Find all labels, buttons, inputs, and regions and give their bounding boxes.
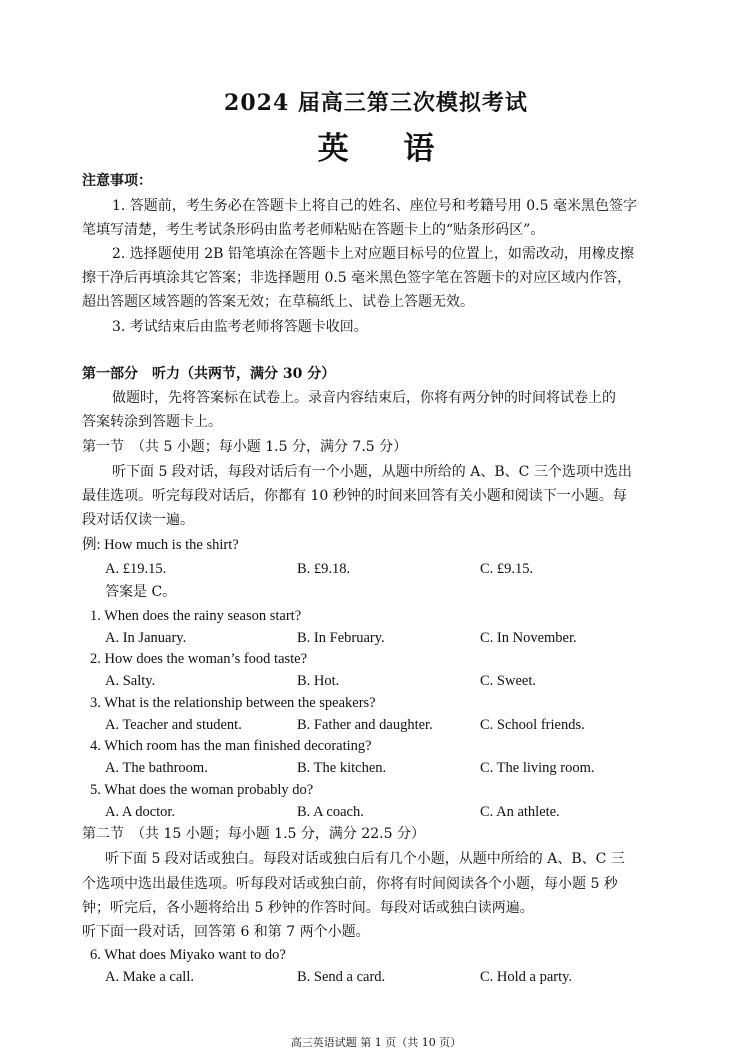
option-b: B. The kitchen.: [297, 760, 387, 776]
section2-intro: 听下面 5 段对话或独白。每段对话或独白后有几个小题，从题中所给的 A、B、C 三: [105, 851, 625, 867]
notice-heading: 注意事项：: [82, 173, 152, 189]
notice-line: 1. 答题前，考生务必在答题卡上将自己的姓名、座位号和考籍号用 0.5 毫米黑色签字: [112, 198, 637, 214]
option-c: C. The living room.: [480, 760, 595, 776]
section2-intro: 钟；听完后，各小题将给出 5 秒钟的作答时间。每段对话或独白读两遍。: [82, 900, 534, 916]
page-footer: 高三英语试题 第 1 页（共 10 页）: [290, 1036, 462, 1049]
part1-intro: 做题时，先将答案标在试卷上。录音内容结束后，你将有两分钟的时间将试卷上的: [112, 390, 616, 406]
notice-line: 笔填写清楚，考生考试条形码由监考老师粘贴在答题卡上的“贴条形码区”。: [82, 222, 545, 238]
section2-heading: 第二节 （共 15 小题；每小题 1.5 分，满分 22.5 分）: [82, 826, 425, 842]
question-text: 2. How does the woman’s food taste?: [90, 651, 308, 667]
section1-heading: 第一节 （共 5 小题；每小题 1.5 分，满分 7.5 分）: [82, 439, 408, 455]
example-option-a: A. £19.15.: [105, 561, 167, 577]
question-text: 3. What is the relationship between the speakers?: [90, 695, 376, 711]
example-answer: 答案是 C。: [105, 584, 177, 600]
question-text: 4. Which room has the man finished decorating?: [90, 738, 372, 754]
option-a: A. A doctor.: [105, 804, 176, 820]
exam-title: 2024 届高三第三次模拟考试: [224, 90, 528, 116]
option-c: C. Sweet.: [480, 673, 536, 689]
section2-intro: 个选项中选出最佳选项。听每段对话或独白前，你将有时间阅读各个小题，每小题 5 秒: [82, 876, 618, 892]
notice-line: 擦干净后再填涂其它答案；非选择题用 0.5 毫米黑色签字笔在答题卡的对应区域内作答，: [82, 270, 632, 286]
option-b: B. Hot.: [297, 673, 340, 689]
option-c: C. Hold a party.: [480, 969, 573, 985]
option-c: C. In November.: [480, 630, 577, 646]
example-option-b: B. £9.18.: [297, 561, 351, 577]
option-a: A. In January.: [105, 630, 187, 646]
question-text: 5. What does the woman probably do?: [90, 782, 314, 798]
section1-intro: 最佳选项。听完每段对话后，你都有 10 秒钟的时间来回答有关小题和阅读下一小题。每: [82, 488, 627, 504]
option-b: B. Father and daughter.: [297, 717, 433, 733]
section1-intro: 段对话仅读一遍。: [82, 512, 194, 528]
option-a: A. The bathroom.: [105, 760, 208, 776]
option-c: C. An athlete.: [480, 804, 560, 820]
subject-title: 英 语: [317, 131, 457, 167]
notice-line: 超出答题区域答题的答案无效；在草稿纸上、试卷上答题无效。: [82, 294, 474, 310]
option-c: C. School friends.: [480, 717, 585, 733]
question-text: 1. When does the rainy season start?: [90, 608, 302, 624]
option-a: A. Teacher and student.: [105, 717, 242, 733]
option-b: B. Send a card.: [297, 969, 386, 985]
example-question: 例: How much is the shirt?: [82, 537, 239, 553]
section2-instruction: 听下面一段对话，回答第 6 和第 7 两个小题。: [82, 924, 370, 940]
option-a: A. Make a call.: [105, 969, 194, 985]
question-text: 6. What does Miyako want to do?: [90, 947, 286, 963]
notice-line: 3. 考试结束后由监考老师将答题卡收回。: [112, 319, 368, 335]
option-b: B. A coach.: [297, 804, 364, 820]
option-b: B. In February.: [297, 630, 385, 646]
part1-intro: 答案转涂到答题卡上。: [82, 414, 222, 430]
option-a: A. Salty.: [105, 673, 156, 689]
part1-heading: 第一部分 听力（共两节，满分 30 分）: [82, 366, 336, 382]
example-option-c: C. £9.15.: [480, 561, 534, 577]
notice-line: 2. 选择题使用 2B 铅笔填涂在答题卡上对应题目标号的位置上，如需改动，用橡皮擦: [112, 246, 634, 262]
section1-intro: 听下面 5 段对话，每段对话后有一个小题，从题中所给的 A、B、C 三个选项中选出: [112, 464, 632, 480]
